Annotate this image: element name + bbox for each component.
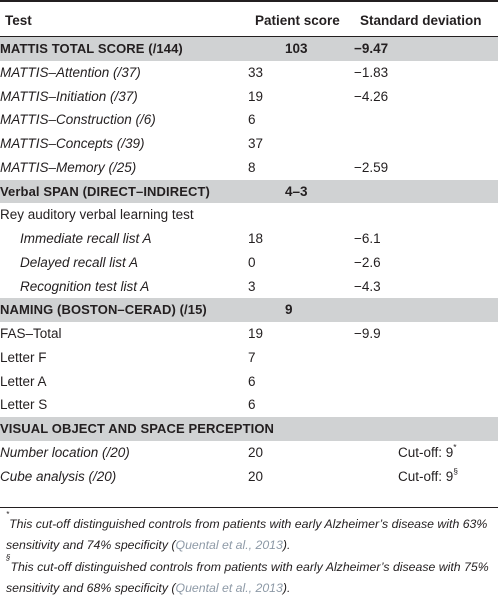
table-row [0,346,498,370]
test-name: NAMING (BOSTON–CERAD) (/15) [0,298,248,322]
table-row [0,85,498,109]
standard-deviation [354,298,498,322]
test-name: VISUAL OBJECT AND SPACE PERCEPTION [0,417,498,441]
standard-deviation: −2.6 [354,254,381,270]
test-name: Immediate recall list A [20,231,152,246]
patient-score: 3 [248,278,256,294]
cutoff-text: Cut-off: 9 [398,468,454,484]
table-row [0,156,498,180]
table-row [0,393,498,417]
table-row [0,322,498,346]
patient-score: 9 [248,298,354,322]
table-row [0,203,498,227]
test-name: MATTIS–Memory (/25) [0,159,137,175]
footnote-mark: § [453,466,459,476]
table-row [0,370,498,394]
header-row [0,6,498,37]
standard-deviation [354,180,498,204]
footnote-mark: * [6,510,10,519]
standard-deviation: −2.59 [354,159,389,175]
patient-score: 18 [248,231,264,246]
table-row [0,441,498,465]
patient-score: 0 [248,254,256,270]
footnotes [6,510,496,600]
table-row [0,298,498,322]
patient-score: 4–3 [248,180,354,204]
standard-deviation [354,465,498,489]
test-name: Delayed recall list A [20,254,139,270]
standard-deviation: −1.83 [354,64,389,80]
footnote-text: This cut-off distinguished controls from patients with early Alzheimer’s disease with 63% sensitivity and 74% specificity ( [6,517,488,552]
standard-deviation [354,370,498,394]
test-name: Verbal SPAN (DIRECT–INDIRECT) [0,180,248,204]
table-row [0,465,498,489]
bottom-rule [0,507,498,508]
standard-deviation: −9.9 [354,326,381,341]
standard-deviation [354,203,498,227]
table-row [0,108,498,132]
standard-deviation: −4.3 [354,278,381,294]
table-row [0,61,498,85]
patient-score: 7 [248,349,256,365]
test-name: Letter S [0,397,48,413]
patient-score: 19 [248,88,264,104]
header-test: Test [5,13,32,28]
patient-score: 19 [248,326,264,341]
table-row [0,251,498,275]
header-standard-deviation: Standard deviation [360,13,482,28]
test-name: Recognition test list A [20,278,150,294]
test-name: Number location (/20) [0,444,130,460]
test-name: MATTIS–Attention (/37) [0,64,141,80]
footnote [6,553,496,598]
patient-score: 103 [248,37,354,61]
standard-deviation [354,393,498,417]
footnote-mark: * [453,442,457,453]
table-row [0,37,498,61]
test-name: MATTIS–Initiation (/37) [0,88,138,104]
test-name: MATTIS–Concepts (/39) [0,136,145,151]
cutoff-text: Cut-off: 9 [398,444,454,460]
patient-score: 6 [248,112,256,128]
standard-deviation [354,346,498,370]
citation-link[interactable]: Quental et al., 2013 [175,537,283,552]
standard-deviation: −4.26 [354,88,389,104]
standard-deviation [354,108,498,132]
patient-score: 6 [248,373,256,389]
patient-score: 20 [248,444,264,460]
top-rule [0,0,498,2]
results-table [0,6,498,488]
table-row [0,275,498,299]
test-name: FAS–Total [0,326,62,341]
standard-deviation: −6.1 [354,231,381,246]
footnote-mark: § [6,553,11,562]
table-row [0,180,498,204]
test-name: MATTIS TOTAL SCORE (/144) [0,37,248,61]
standard-deviation [354,441,498,465]
footnote [6,510,496,555]
patient-score: 6 [248,397,256,413]
patient-score: 33 [248,64,264,80]
patient-score: 8 [248,159,256,175]
citation-link[interactable]: Quental et al., 2013 [175,580,283,595]
table-row [0,227,498,251]
test-name: Letter A [0,373,47,389]
header-patient-score: Patient score [255,13,340,28]
footnote-end: ). [282,537,291,552]
table-row [0,132,498,156]
test-name: Letter F [0,349,47,365]
standard-deviation [354,132,498,156]
test-name: Rey auditory verbal learning test [0,207,194,223]
footnote-text: This cut-off distinguished controls from patients with early Alzheimer’s disease with 75% sensitivity and 68% specificity ( [6,560,489,595]
standard-deviation: −9.47 [354,37,498,61]
test-name: Cube analysis (/20) [0,468,117,484]
test-name: MATTIS–Construction (/6) [0,112,156,128]
patient-score: 20 [248,468,264,484]
footnote-end: ). [282,580,291,595]
patient-score: 37 [248,136,264,151]
table-row [0,417,498,441]
patient-score [248,203,354,227]
